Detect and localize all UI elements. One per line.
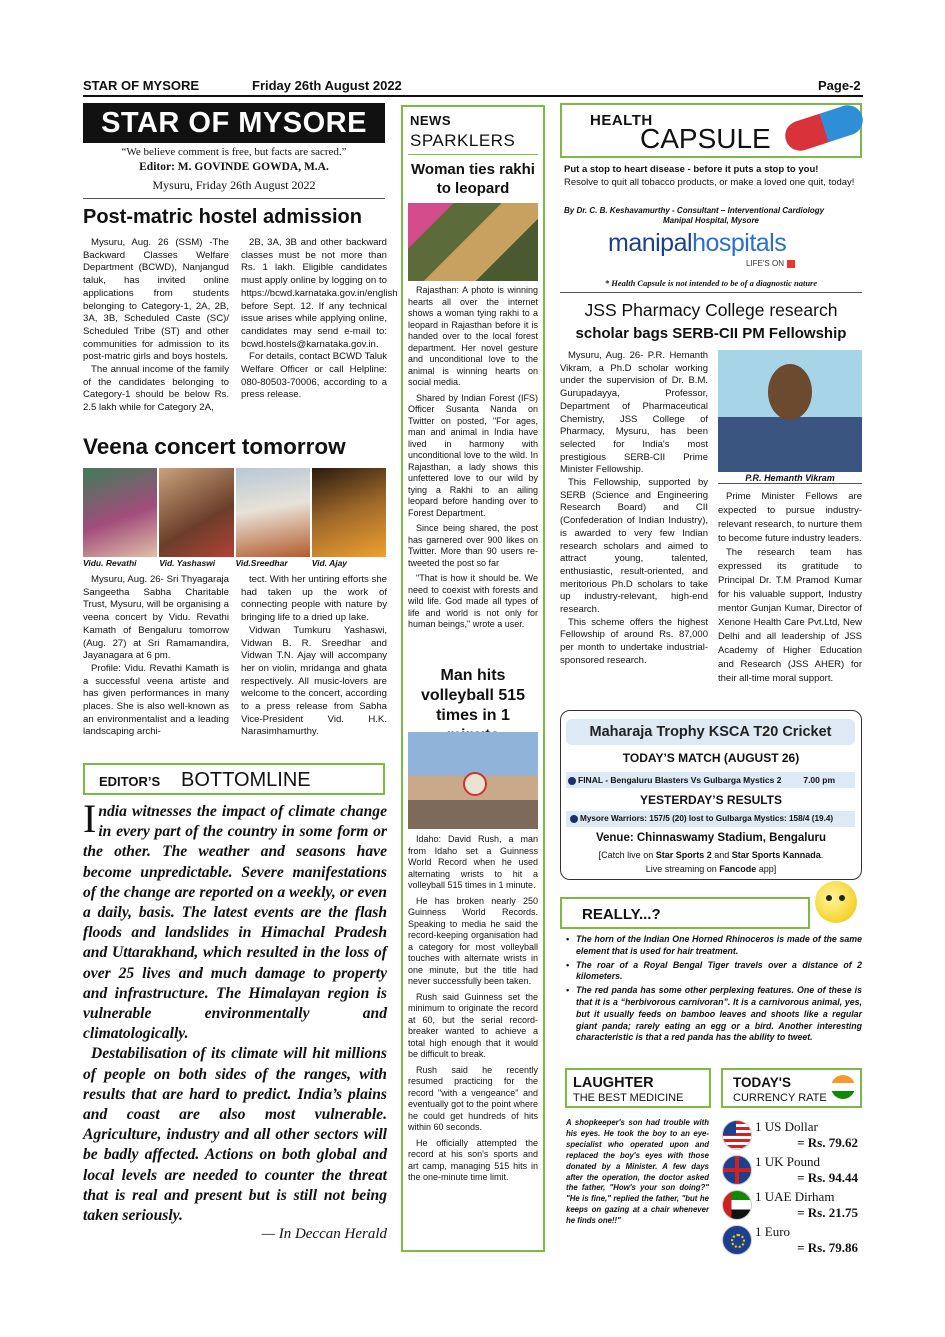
currency-value: = Rs. 21.75 bbox=[797, 1205, 858, 1220]
veena-paragraph: Mysuru, Aug. 26- Sri Thyagaraja Sangeetha Sabha Charitable Trust, Mysuru, will be organising a veena concert by Vidu. Revathi Kamath of Bengaluru tomorrow (Aug. 27) at Sri Ramamandira, Jayanagara at 6 pm. bbox=[83, 574, 229, 662]
revathi-photo bbox=[83, 468, 157, 557]
masthead-editor: Editor: M. GOVINDE GOWDA, M.A. bbox=[139, 161, 329, 173]
volleyball-headline: Man hits volleyball 515 times in 1 bbox=[420, 667, 526, 724]
jss-paragraph: This Fellowship, supported by SERB (Science and Engineering Research Board) and CII (Confederation of Indian Industry), is awarded to very few Indian research scholars and aimed to attract young, talented, enthusiastic, result-oriented, and meritorious Ph.D scholars to take up industry-relevant, high-end research. bbox=[560, 477, 708, 616]
really-title: REALLY...? bbox=[582, 906, 661, 923]
really-item: • The red panda has some other perplexing features. One of these is that it is a “herbivorous carnivoran”. It is a carnivorous animal, yes, but it usually feeds on bamboo leaves and shoots like a regular giant panda; rarely eating an egg or a bird. Another interesting characteristic is that a red panda has the ability to tweet. bbox=[566, 985, 862, 1044]
bullet-icon bbox=[570, 815, 578, 823]
manipal-logo-part: manipal bbox=[608, 229, 693, 257]
jss-column-2 bbox=[718, 490, 862, 686]
cricket-venue: Venue: Chinnaswamy Stadium, Bengaluru bbox=[595, 832, 827, 844]
hostel-paragraph: 2B, 3A, 3B and other backward classes must be not more than Rs. 1 lakh. Eligible candidates must apply online by logging on to https://bcwd.karnataka.gov.in/english before Sept. 12. If any technical issue arises while applying online, candidates may send e-mail to: bcwd.hostels@karnataka.gov.in. bbox=[241, 237, 398, 350]
rakhi-story bbox=[408, 285, 538, 635]
jss-paragraph: This scheme offers the highest Fellowship of around Rs. 87,000 per month to undertake industrial-sponsored research. bbox=[560, 616, 708, 666]
laughter-header bbox=[565, 1068, 711, 1108]
health-label: HEALTH bbox=[590, 112, 653, 129]
portrait-face bbox=[768, 364, 812, 420]
manipal-logo bbox=[608, 229, 786, 258]
header-page-number: Page-2 bbox=[818, 78, 861, 93]
cricket-tv-text: . bbox=[820, 850, 824, 860]
manipal-tagline bbox=[746, 259, 795, 268]
volleyball-icon bbox=[463, 772, 487, 796]
cricket-result-row bbox=[566, 811, 855, 827]
jss-paragraph: Mysuru, Aug. 26- P.R. Hemanth Vikram, a Ph.D scholar working under the supervision of Dr. B.M. Gurupadayya, Professor, Department of Pharmaceutical Chemistry, JSS College of Pharmacy, Mysuru, has been selected for India's most prestigious SERB-CII Prime Minister Fellowship. bbox=[560, 350, 708, 476]
us-flag-icon bbox=[722, 1120, 752, 1150]
bottomline-dropcap: I bbox=[83, 796, 97, 841]
hostel-paragraph: For details, contact BCWD Taluk Welfare Officer or call Helpline: 080-80503-70006, according to a press release. bbox=[241, 351, 387, 401]
rakhi-paragraph: "That is how it should be. We need to coexist with forests and wild life. God made all types of life and world is not only for human beings," wrote a user. bbox=[408, 573, 538, 629]
health-byline-hospital: Manipal Hospital, Mysore bbox=[662, 216, 760, 225]
currency-header bbox=[721, 1068, 862, 1108]
jss-column-1 bbox=[560, 350, 708, 668]
masthead-rule bbox=[83, 198, 385, 199]
capsule-pill-icon bbox=[781, 101, 866, 154]
laughter-title: LAUGHTER bbox=[573, 1075, 654, 1091]
volleyball-paragraph: He has broken nearly 250 Guinness World Records. Speaking to media he said the record-keeping organisation had a category for most volleyball touches with alternate wrists in one minute, but the title had never successfully been taken. bbox=[408, 895, 538, 986]
health-byline: By Dr. C. B. Keshavamurthy - Consultant – Interventional Cardiology bbox=[564, 206, 825, 215]
uae-flag-icon bbox=[722, 1190, 752, 1220]
veena-paragraph: Vidwan Tumkuru Yashaswi, Vidwan B. R. Sreedhar and Vidwan T.N. Ajay will accompany her on violin, mridanga and ghata respectively. All music-lovers are welcome to the concert, according to a press release from Sabha Vice-President Vid. H.K. Narasimhamurthy. bbox=[241, 624, 387, 738]
really-item: • The roar of a Royal Bengal Tiger travels over a distance of 2 kilometers. bbox=[566, 960, 862, 984]
rakhi-paragraph: Shared by Indian Forest (IFS) Officer Susanta Nanda on Twitter on posted, "For ages, man and animal in India have lived in harmony with unconditional love to the wild. In Rajasthan, a lady shows this unfettered love to our wild by tying a Rakhi to an ailing leopard before handing over to Forest Department. bbox=[408, 392, 538, 518]
rakhi-paragraph: Since being shared, the post has garnered over 900 likes on Twitter. More than 90 users re-tweeted the post so far bbox=[408, 523, 538, 568]
masthead-dateline: Mysuru, Friday 26th August 2022 bbox=[152, 178, 316, 192]
health-rule bbox=[560, 292, 862, 293]
ajay-photo bbox=[312, 468, 386, 557]
cricket-stream-app: Fancode bbox=[719, 864, 757, 874]
photo-caption: Vid. Yashaswi bbox=[159, 558, 216, 568]
really-list bbox=[566, 934, 862, 1046]
rakhi-paragraph: Rajasthan: A photo is winning hearts all over the internet shows a woman tying rakhi to a leopard in Rajasthan before it is handed over to the local forest department. Her novel gesture and unconditional love to the animal is winning hearts on social media. bbox=[408, 285, 538, 387]
header-paper-name: STAR OF MYSORE bbox=[83, 78, 200, 93]
veena-headline: Veena concert tomorrow bbox=[83, 434, 346, 459]
photo-caption: Vid.Sreedhar bbox=[235, 558, 288, 568]
laughter-joke: A shopkeeper's son had trouble with his eyes. He took the boy to an eye-specialist who operated upon and replaced the boy's eyes with those donated by a Minister. A few days after the operation, the doctor asked the father, "How's your son doing?" "He is fine," replied the father, "but he keeps on gazing at a chair whenever he finds one!!" bbox=[566, 1118, 709, 1226]
volleyball-paragraph: Rush said Guinness set the minimum to originate the record at 60, but the serial record-breaker wanted to achieve a total high enough that it would be difficult to break. bbox=[408, 991, 538, 1059]
jss-headline-1: JSS Pharmacy College research bbox=[584, 300, 838, 320]
news-rule bbox=[408, 154, 538, 155]
lightbulb-eye bbox=[826, 895, 832, 901]
veena-paragraph: tect. With her untiring efforts she had taken up the work of connecting people with nature by bringing life to a dried up lake. bbox=[241, 574, 387, 624]
health-line-1: Put a stop to heart disease - before it puts a stop to you! bbox=[564, 164, 819, 175]
cricket-final-row bbox=[566, 772, 855, 788]
volleyball-paragraph: Idaho: David Rush, a man from Idaho set a Guinness World Record when he used alternating wrists to hit a volleyball 515 times in 1 minute. bbox=[408, 834, 538, 890]
currency-value: = Rs. 79.86 bbox=[797, 1240, 858, 1255]
cricket-stream-text: app] bbox=[756, 864, 777, 874]
cricket-yesterday-label: YESTERDAY’S RESULTS bbox=[639, 793, 783, 807]
header-rule bbox=[83, 95, 863, 97]
currency-title: TODAY'S bbox=[733, 1075, 791, 1090]
cricket-stream bbox=[561, 864, 861, 874]
news-label: NEWS bbox=[410, 113, 451, 128]
capsule-label: CAPSULE bbox=[640, 123, 771, 154]
really-header bbox=[560, 897, 810, 929]
hostel-paragraph: The annual income of the family of the candidates belonging to Category-1 should be below Rs. 2.5 lakh while for Category 2A, bbox=[83, 364, 229, 414]
manipal-tagline-text: LIFE'S ON bbox=[746, 259, 784, 268]
volleyball-paragraph: Rush said he recently resumed practicing for the record "with a vengeance" and eventually got to the point where he could get hundreds of hits within 60 seconds. bbox=[408, 1064, 538, 1132]
cricket-tv-text: and bbox=[711, 850, 732, 860]
cricket-today-label: TODAY’S MATCH (AUGUST 26) bbox=[622, 751, 800, 765]
cricket-title: Maharaja Trophy KSCA T20 Cricket bbox=[566, 719, 855, 745]
bottomline-body bbox=[83, 796, 387, 1226]
currency-unit: 1 US Dollar bbox=[755, 1119, 818, 1134]
hostel-headline: Post-matric hostel admission bbox=[83, 206, 362, 228]
india-flag-icon bbox=[831, 1075, 855, 1099]
hemanth-caption: P.R. Hemanth Vikram bbox=[718, 473, 862, 484]
cricket-tv-text: [Catch live on bbox=[598, 850, 656, 860]
bottomline-paragraph: Destabilisation of its climate will hit millions of people on both sides of the ranges, with results that are hard to predict. India’s plains and coast are also most vulnerable. Agriculture, industry and all other sectors will be badly affected. Actions on both global and local levels are needed to counter the threat that is real and present but is still not being taken seriously. bbox=[83, 1045, 387, 1225]
currency-row bbox=[722, 1153, 862, 1188]
health-disclaimer: * Health Capsule is not intended to be of a diagnostic nature bbox=[604, 278, 818, 288]
hostel-column-1 bbox=[83, 237, 229, 415]
lightbulb-eye bbox=[839, 895, 845, 901]
sreedhar-photo bbox=[236, 468, 310, 557]
bottomline-paragraph: ndia witnesses the impact of climate change in every part of the country in some form or the other. The weather and seasons have become unpredictable. Severe manifestations of the change are reported on a weekly, or even a daily, basis. The latest events are the flash floods and landslides in Himachal Pradesh and Uttarakhand, which resulted in the loss of over 25 lives and much damage to property and infrastructure. The Himalayan region is vulnerable environmentally and climatologically. bbox=[83, 803, 387, 1043]
bottomline-label-editor: EDITOR’S bbox=[99, 774, 161, 789]
hostel-paragraph: Mysuru, Aug. 26 (SSM) -The Backward Classes Welfare Department (BCWD), Nanjangud taluk, has invited online applications from students belonging to Category-1, 2A, 2B, 3A, 3B, Scheduled Caste (SC)/ Scheduled Tribe (ST) and other communities for admission to its post-matric girls and boys hostels. bbox=[83, 237, 229, 363]
header-date: Friday 26th August 2022 bbox=[252, 78, 402, 93]
volleyball-photo bbox=[408, 732, 538, 829]
cricket-stream-text: Live streaming on bbox=[645, 864, 720, 874]
currency-subtitle: CURRENCY RATE bbox=[733, 1092, 827, 1104]
currency-value: = Rs. 79.62 bbox=[797, 1135, 858, 1150]
health-capsule-header bbox=[560, 103, 862, 158]
sparklers-label: SPARKLERS bbox=[410, 131, 516, 150]
manipal-logo-part: hospitals bbox=[692, 229, 787, 257]
currency-row bbox=[722, 1223, 862, 1258]
masthead-title: STAR OF MYSORE bbox=[83, 103, 385, 143]
masthead-motto: “We believe comment is free, but facts are sacred.” bbox=[121, 146, 347, 158]
bullet-icon bbox=[568, 777, 576, 785]
bottomline-source: — In Deccan Herald bbox=[261, 1226, 387, 1242]
currency-unit: 1 Euro bbox=[755, 1224, 791, 1239]
jss-paragraph: Prime Minister Fellows are expected to pursue industry-relevant research, to nurture them to become future industry leaders. bbox=[718, 491, 862, 544]
photo-caption: Vid. Ajay bbox=[311, 558, 348, 568]
currency-value: = Rs. 94.44 bbox=[797, 1170, 858, 1185]
photo-caption: Vidu. Revathi bbox=[83, 557, 157, 568]
currency-list bbox=[722, 1118, 862, 1258]
cricket-tv-channel: Star Sports Kannada bbox=[731, 850, 821, 860]
jss-headline-2: scholar bags SERB-CII PM Fellowship bbox=[575, 325, 847, 342]
yashaswi-photo bbox=[159, 468, 233, 557]
cricket-tv bbox=[561, 850, 861, 860]
plus-icon bbox=[787, 260, 795, 268]
cricket-result-text: Mysore Warriors: 157/5 (20) lost to Gulbarga Mystics: 158/4 (19.4) bbox=[580, 814, 834, 823]
veena-column-1 bbox=[83, 574, 229, 739]
veena-paragraph: Profile: Vidu. Revathi Kamath is a successful veena artiste and has given performances in many places. She is also well-known as an environmentalist and a leading landscaping archi- bbox=[83, 662, 229, 738]
hostel-column-2 bbox=[241, 237, 398, 402]
lightbulb-icon bbox=[815, 881, 857, 923]
bottomline-label-bottomline: BOTTOMLINE bbox=[181, 769, 311, 791]
bottomline-header bbox=[83, 763, 385, 795]
jss-paragraph: The research team has expressed its gratitude to Principal Dr. T.M Pramod Kumar for his valuable support, Industry mentor Gunjan Kumar, Director of Xenone Health Care Pvt.Ltd, New Delhi and all leadership of JSS Academy of Higher Education and Research (JSS AHER) for their all-time moral support. bbox=[718, 547, 862, 684]
uk-flag-icon bbox=[722, 1155, 752, 1185]
cricket-final-text: FINAL - Bengaluru Blasters Vs Gulbarga Mystics 2 bbox=[578, 775, 782, 785]
rakhi-headline: Woman ties rakhi to leopard bbox=[411, 161, 535, 197]
volleyball-paragraph: He officially attempted the record at his son's sports and art camp, managing 515 hits in the one-minute time limit. bbox=[408, 1137, 538, 1182]
cricket-final-time: 7.00 pm bbox=[803, 775, 835, 785]
currency-row bbox=[722, 1118, 862, 1153]
currency-unit: 1 UK Pound bbox=[755, 1154, 821, 1169]
currency-row bbox=[722, 1188, 862, 1223]
leopard-photo bbox=[408, 203, 538, 281]
laughter-subtitle: THE BEST MEDICINE bbox=[573, 1092, 684, 1104]
hemanth-photo bbox=[718, 350, 862, 472]
eu-flag-icon bbox=[722, 1225, 752, 1255]
currency-unit: 1 UAE Dirham bbox=[755, 1189, 835, 1204]
volleyball-story bbox=[408, 834, 538, 1188]
health-line-2: Resolve to quit all tobacco products, or make a loved one quit, today! bbox=[564, 177, 855, 188]
cricket-tv-channel: Star Sports 2 bbox=[655, 850, 712, 860]
veena-column-2 bbox=[241, 574, 387, 739]
veena-photo-strip bbox=[83, 468, 386, 568]
really-item: • The horn of the Indian One Horned Rhinoceros is made of the same element that is used for hair treatment. bbox=[566, 934, 862, 958]
cricket-box bbox=[560, 710, 862, 880]
